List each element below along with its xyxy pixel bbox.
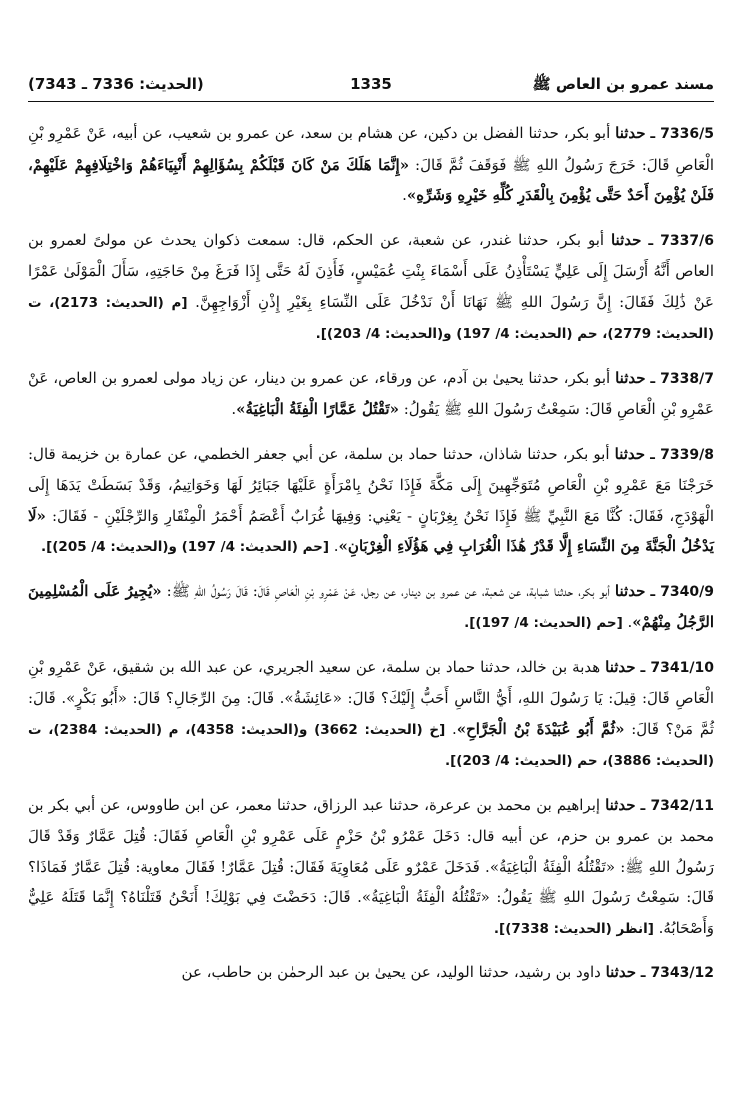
hadith-tail: . <box>627 613 633 631</box>
hadith-paragraph <box>28 652 714 777</box>
hadith-reference: [خ (الحديث: 3662) و(الحديث: 4358)، م (الحديث: 2384)، ت (الحديث: 3886)، حم (الحديث: 4/ 203)]. <box>28 721 714 769</box>
hadith-number: 7342/11 ـ <box>640 797 714 814</box>
hadith-paragraph <box>28 439 714 563</box>
hadith-tail: . <box>231 400 237 418</box>
hadith-opening: حدثنا <box>610 230 642 249</box>
hadith-opening: حدثنا <box>605 657 636 676</box>
hadith-reference: [حم (الحديث: 4/ 197)]. <box>464 615 628 631</box>
hadith-number: 7343/12 ـ <box>640 965 714 981</box>
hadith-paragraph <box>28 225 714 350</box>
header-hadith-range: (الحديث: 7336 ـ 7343) <box>28 75 204 93</box>
hadith-paragraph <box>28 118 714 212</box>
hadith-opening: حدثنا <box>605 963 636 981</box>
header-divider <box>28 101 714 102</box>
hadith-paragraph <box>28 363 714 426</box>
hadith-text: أبو بكر، حدثنا شبابة، عن شعبة، عن عمرو بن دينار، عن رجل، عَنْ عَمْرِو بْنِ الْعَاصِ قَالَ: قَالَ رَسُولُ اللهِ ﷺ: <box>161 581 615 600</box>
hadith-reference: [حم (الحديث: 4/ 197) و(الحديث: 4/ 205)]. <box>40 539 334 555</box>
hadith-quote: «تَقْتُلُ عَمَّارًا الْفِئَةُ الْبَاغِيَةُ» <box>236 400 399 418</box>
hadith-number: 7336/5 ـ <box>650 126 714 142</box>
hadith-quote: «يُجِيرُ عَلَى الْمُسْلِمِينَ الرَّجُلُ مِنْهُمْ» <box>28 581 714 631</box>
hadith-paragraph <box>28 957 714 989</box>
hadith-opening: حدثنا <box>615 368 646 387</box>
hadith-quote: «لَا يَدْخُلُ الْجَنَّةَ مِنَ النِّسَاءِ إِلَّا قَدْرُ هَٰذَا الْغُرَابِ فِي هَؤُلَاءِ الْغِرْبَانِ» <box>28 506 714 555</box>
hadith-number: 7338/7 ـ <box>650 370 714 387</box>
page-body <box>28 118 714 1002</box>
hadith-opening: حدثنا <box>614 581 646 600</box>
hadith-tail: . <box>451 719 457 738</box>
hadith-reference: [م (الحديث: 2173)، ت (الحديث: 2779)، حم (الحديث: 4/ 197) و(الحديث: 4/ 203)]. <box>28 294 714 342</box>
hadith-text: داود بن رشيد، حدثنا الوليد، عن يحيىٰ بن عبد الرحمٰن بن حاطب، عن <box>181 963 606 981</box>
hadith-text: أبو بكر، حدثنا غندر، عن شعبة، عن الحكم، قال: سمعت ذكوان يحدث عن مولىً لعمرو بن العاص أَنَّهُ أَرْسَلَ إِلَى عَلِيٍّ يَسْتَأْذِنُ عَلَى أَسْمَاءَ بِنْتِ عُمَيْسٍ، فَأَذِنَ لَهُ حَتَّى إِذَا فَرَغَ مِنْ حَاجَتِهِ، سَأَلَ الْمَوْلَىٰ عَمْرًا عَنْ ذَٰلِكَ فَقَالَ: إِنَّ رَسُولَ اللهِ ﷺ نَهَانَا أَنْ نَدْخُلَ عَلَى النِّسَاءِ بِغَيْرِ إِذْنِ أَزْوَاجِهِنَّ. <box>28 230 714 311</box>
hadith-number: 7337/6 ـ <box>648 232 714 249</box>
hadith-text: إبراهيم بن محمد بن عرعرة، حدثنا عبد الرزاق، حدثنا معمر، عن ابن طاووس، عن أبي بكر بن محمد بن عمرو بن حزم، عن أبيه قال: دَخَلَ عَمْرُو بْنُ حَزْمٍ عَلَى عَمْرِو بْنِ الْعَاصِ فَقَالَ: قُتِلَ عَمَّارٌ وَقَدْ قَالَ رَسُولُ اللهِ ﷺ: «تَقْتُلُهُ الْفِئَةُ الْبَاغِيَةُ». فَدَخَلَ عَمْرٌو عَلَى مُعَاوِيَةَ فَقَالَ: قُتِلَ عَمَّارٌ! فَقَالَ معاوية: قُتِلَ عَمَّارٌ فَمَاذَا؟ قَالَ: سَمِعْتُ رَسُولَ اللهِ ﷺ يَقُولُ: «تَقْتُلُهُ الْفِئَةُ الْبَاغِيَةُ». قَالَ: دَحَضْتَ فِي بَوْلِكَ! أَنَحْنُ قَتَلْنَاهُ؟ إِنَّمَا قَتَلَهُ عَلِيٌّ وَأَصْحَابُهُ. <box>28 795 714 937</box>
hadith-opening: حدثنا <box>615 124 646 142</box>
page-header <box>28 70 714 98</box>
hadith-number: 7341/10 ـ <box>640 659 714 676</box>
hadith-number: 7339/8 ـ <box>650 446 714 463</box>
hadith-tail: . <box>333 537 339 555</box>
hadith-quote: «إِنَّمَا هَلَكَ مَنْ كَانَ قَبْلَكُمْ بِسُؤَالِهِمْ أَنْبِيَاءَهُمْ وَاخْتِلَافِهِمْ عَلَيْهِمْ، فَلَنْ يُؤْمِنَ أَحَدٌ حَتَّى يُؤْمِنَ بِالْقَدَرِ كُلِّهِ خَيْرِهِ وَشَرِّهِ» <box>28 155 714 204</box>
hadith-reference: [انظر (الحديث: 7338)]. <box>493 920 659 937</box>
hadith-number: 7340/9 ـ <box>650 583 714 600</box>
header-chapter-title: مسند عمرو بن العاص ﷺ <box>532 75 714 93</box>
hadith-opening: حدثنا <box>614 444 646 463</box>
page-number: 1335 <box>350 75 392 93</box>
hadith-opening: حدثنا <box>605 795 636 814</box>
hadith-text: هدبة بن خالد، حدثنا حماد بن سلمة، عن سعيد الجريري، عن عبد الله بن شقيق، عَنْ عَمْرِو بْنِ الْعَاصِ قَالَ: قِيلَ: يَا رَسُولَ اللهِ، أَيُّ النَّاسِ أَحَبُّ إِلَيْكَ؟ قَالَ: «عَائِشَةُ». قَالَ: مِنَ الرِّجَالِ؟ قَالَ: «أَبُو بَكْرٍ». قَالَ: ثُمَّ مَنْ؟ قَالَ: <box>28 657 714 738</box>
hadith-paragraph <box>28 576 714 639</box>
hadith-tail: . <box>402 186 407 204</box>
hadith-text: أبو بكر، حدثنا شاذان، حدثنا حماد بن سلمة، عن أبي جعفر الخطمي، عن عمارة بن خزيمة قال: خَرَجْنَا مَعَ عَمْرِو بْنِ الْعَاصِ مُتَوَجِّهِينَ إِلَى مَكَّةَ فَإِذَا نَحْنُ بِامْرَأَةٍ عَلَيْهَا جَبَائِرُ لَهَا وَخَوَاتِيمُ، وَقَدْ بَسَطَتْ يَدَهَا إِلَى الْهَوْدَجِ، فَقَالَ: كُنَّا مَعَ النَّبِيِّ ﷺ فَإِذَا نَحْنُ بِغِرْبَانٍ - يَعْنِي: وَفِيهَا غُرَابٌ أَعْصَمُ أَحْمَرُ الْمِنْقَارِ وَالرِّجْلَيْنِ - فَقَالَ: <box>28 444 714 525</box>
hadith-quote: «ثُمَّ أَبُو عُبَيْدَةَ بْنُ الْجَرَّاحِ» <box>456 719 625 738</box>
hadith-paragraph <box>28 790 714 945</box>
hadith-text: أبو بكر، حدثنا يحيىٰ بن آدم، عن ورقاء، عن عمرو بن دينار، عن زياد مولى لعمرو بن العاص، عَنْ عَمْرِو بْنِ الْعَاصِ قَالَ: سَمِعْتُ رَسُولَ اللهِ ﷺ يَقُولُ: <box>28 368 714 418</box>
hadith-text: أبو بكر، حدثنا الفضل بن دكين، عن هشام بن سعد، عن عمرو بن شعيب، عن أبيه، عَنْ عَمْرِو بْنِ الْعَاصِ قَالَ: خَرَجَ رَسُولُ اللهِ ﷺ فَوَقَفَ ثُمَّ قَالَ: <box>28 124 715 174</box>
